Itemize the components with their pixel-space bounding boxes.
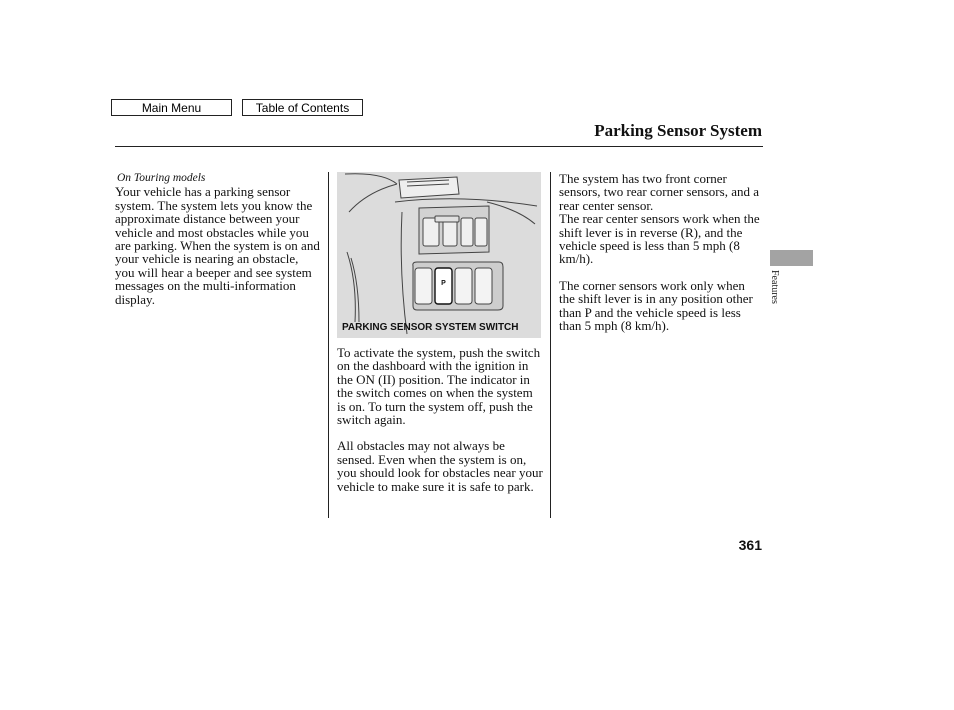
section-tab xyxy=(770,250,813,266)
corner-sensor-paragraph: The corner sensors work only when the shift lever is in any position other than P and the vehicle speed is less than 5 mph (8 km/h). xyxy=(559,277,753,334)
table-of-contents-button[interactable]: Table of Contents xyxy=(242,99,363,116)
right-column xyxy=(559,172,763,332)
column-divider-right xyxy=(550,172,551,518)
sensor-count-paragraph: The system has two front corner sensors, two rear corner sensors, and a rear center sensor. xyxy=(559,171,759,213)
model-note: On Touring models xyxy=(117,172,206,184)
page-number: 361 xyxy=(738,537,762,553)
main-menu-button[interactable]: Main Menu xyxy=(111,99,232,116)
obstacle-warning-paragraph: All obstacles may not always be sensed. Even when the system is on, you should look for obstacles near your vehicle to make sure it is safe to park. xyxy=(337,438,543,494)
section-label: Features xyxy=(769,270,780,304)
left-column xyxy=(115,172,320,306)
activation-paragraph: To activate the system, push the switch on the dashboard with the ignition in the ON (II) position. The indicator in the switch comes on when the system is on. To turn the system off, push the switch again. xyxy=(337,345,541,428)
parking-sensor-switch-figure xyxy=(337,172,541,338)
middle-column xyxy=(337,346,543,493)
parking-sensor-switch-icon: P xyxy=(441,280,446,287)
intro-paragraph: Your vehicle has a parking sensor system. The system lets you know the approximate distance between your vehicle and most obstacles while you are parking. When the system is on and your vehicle is nearing an obstacle, you will hear a beeper and see system messages on the multi-information display. xyxy=(115,184,320,307)
title-rule xyxy=(115,146,763,147)
dashboard-illustration xyxy=(337,172,541,338)
column-divider-left xyxy=(328,172,329,518)
rear-center-sensor-paragraph: The rear center sensors work when the shift lever is in reverse (R), and the vehicle speed is less than 5 mph (8 km/h). xyxy=(559,211,760,267)
page-title: Parking Sensor System xyxy=(594,121,762,140)
figure-caption: PARKING SENSOR SYSTEM SWITCH xyxy=(342,322,519,333)
